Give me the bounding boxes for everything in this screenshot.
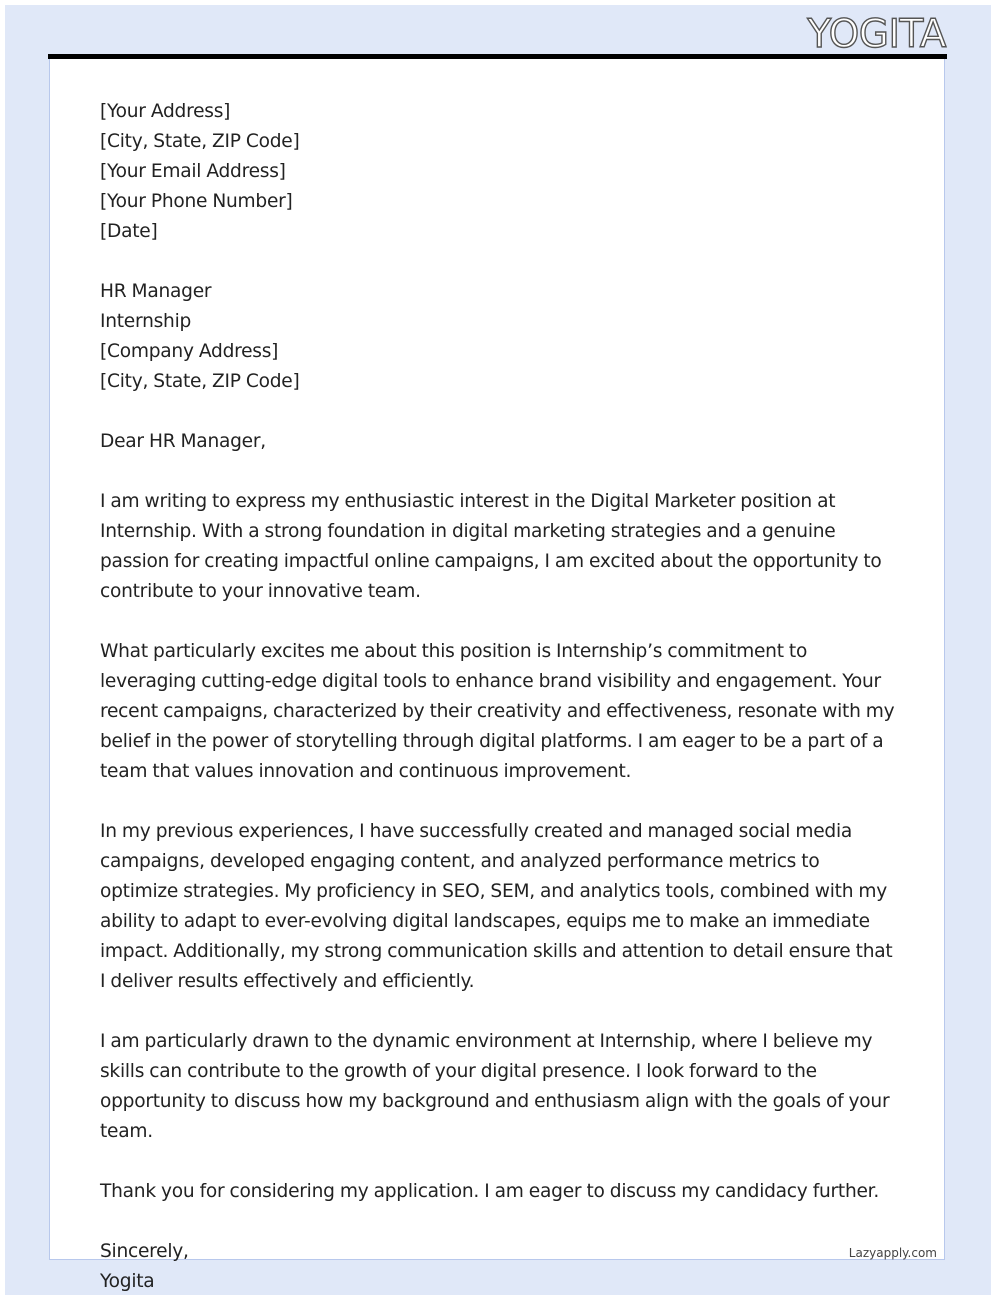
recipient-city-state-zip: [City, State, ZIP Code]: [100, 371, 300, 392]
body-paragraph: What particularly excites me about this position is Internship’s commitment to leveraging cutting-edge digital tools to enhance brand visibility and engagement. Your recent campaigns, characterized by their creativity and effectiveness, resonate with my belief in the power of storytelling through digital platforms. I am eager to be a part of a team that values innovation and continuous improvement.: [100, 641, 895, 782]
footer-site-link[interactable]: Lazyapply.com: [848, 1246, 937, 1260]
signature-name: Yogita: [100, 1271, 155, 1292]
sender-address: [Your Address]: [100, 101, 231, 122]
sender-city-state-zip: [City, State, ZIP Code]: [100, 131, 300, 152]
recipient-company: Internship: [100, 311, 192, 332]
sender-email: [Your Email Address]: [100, 161, 286, 182]
recipient-block: [100, 277, 900, 397]
recipient-title: HR Manager: [100, 281, 212, 302]
letter-date: [Date]: [100, 221, 158, 242]
body-paragraph: Thank you for considering my application. I am eager to discuss my candidacy further.: [100, 1181, 880, 1202]
salutation: Dear HR Manager,: [100, 431, 266, 452]
cover-letter-body: [100, 97, 900, 1297]
sender-phone: [Your Phone Number]: [100, 191, 293, 212]
recipient-address: [Company Address]: [100, 341, 279, 362]
sender-block: [100, 97, 900, 247]
body-paragraph: I am writing to express my enthusiastic interest in the Digital Marketer position at Internship. With a strong foundation in digital marketing strategies and a genuine passion for creating impactful online campaigns, I am excited about the opportunity to contribute to your innovative team.: [100, 491, 882, 602]
body-paragraph: In my previous experiences, I have successfully created and managed social media campaigns, developed engaging content, and analyzed performance metrics to optimize strategies. My proficiency in SEO, SEM, and analytics tools, combined with my ability to adapt to ever-evolving digital landscapes, equips me to make an immediate impact. Additionally, my strong communication skills and attention to detail ensure that I deliver results effectively and efficiently.: [100, 821, 893, 992]
closing: Sincerely,: [100, 1241, 189, 1262]
body-paragraph: I am particularly drawn to the dynamic environment at Internship, where I believe my skills can contribute to the growth of your digital presence. I look forward to the opportunity to discuss how my background and enthusiasm align with the goals of your team.: [100, 1031, 890, 1142]
brand-name: YOGITA: [807, 12, 946, 57]
